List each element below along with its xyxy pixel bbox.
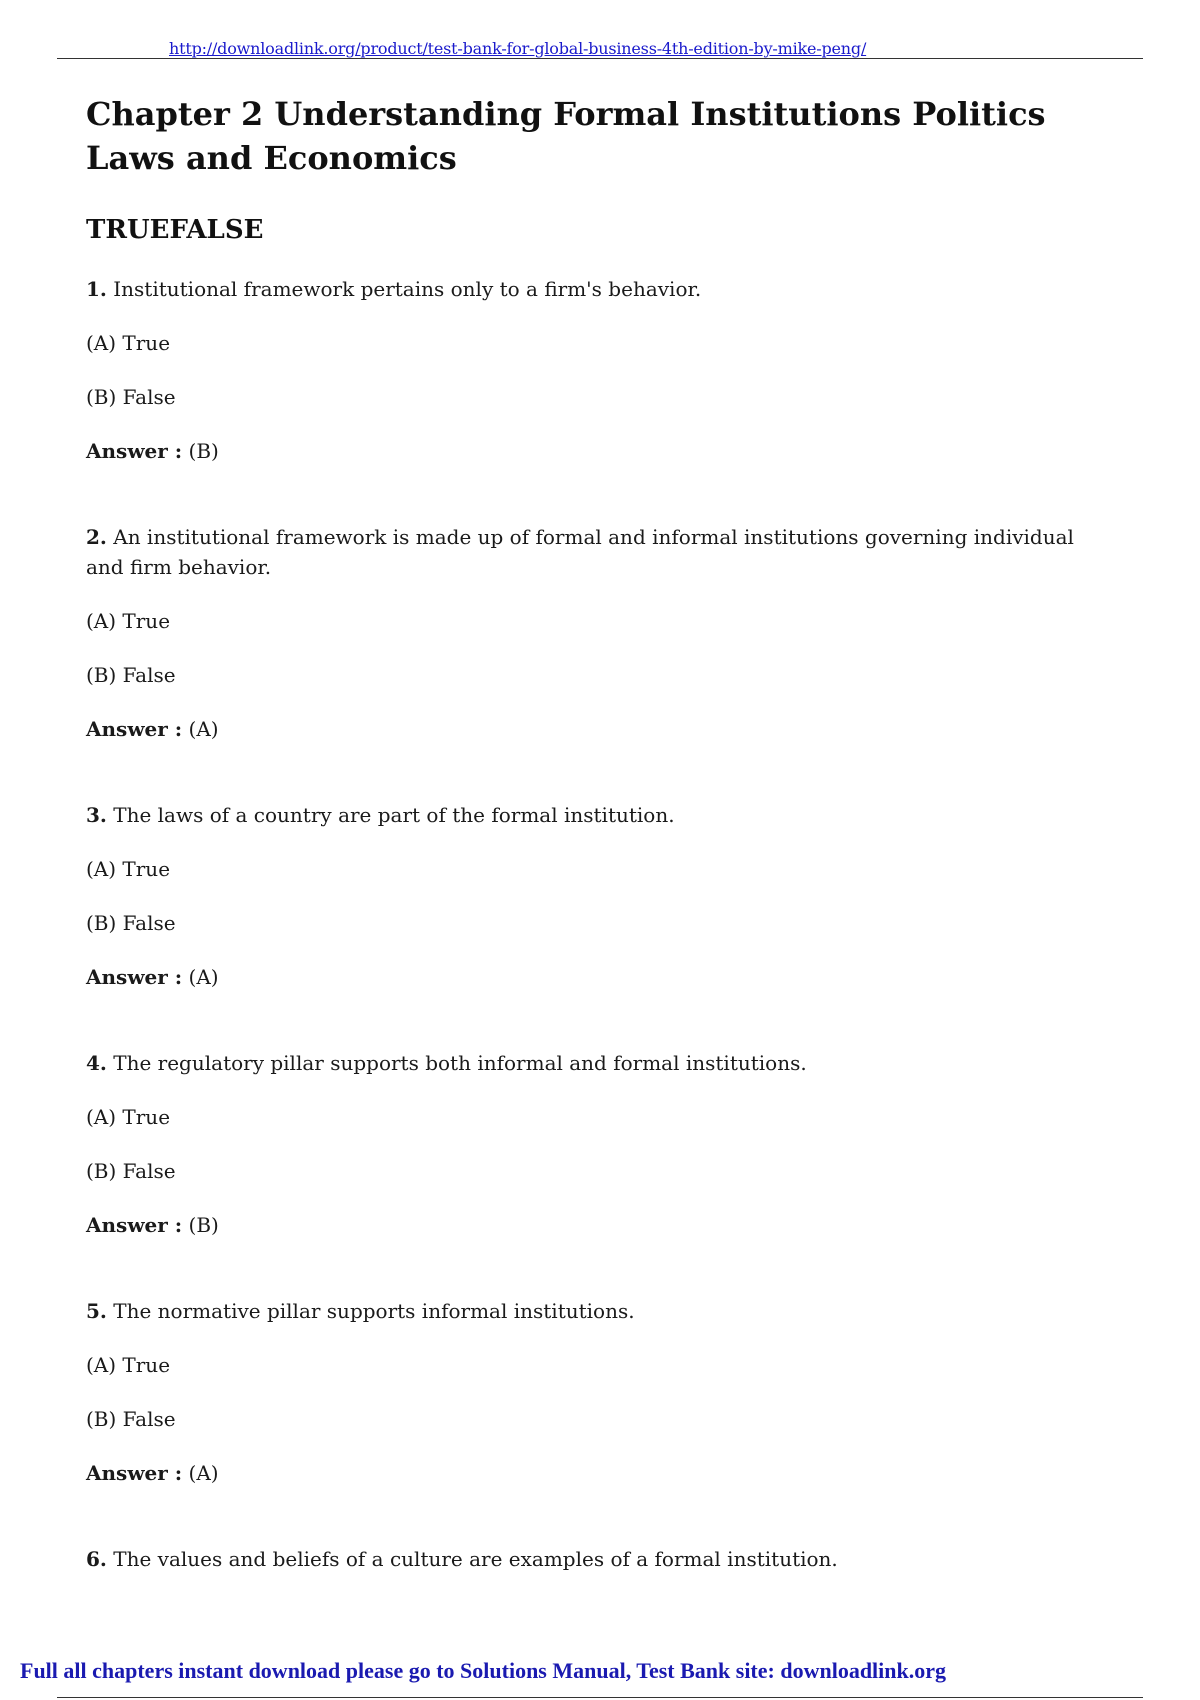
question-text — [86, 1296, 1096, 1326]
option-a: (A) True — [86, 1105, 171, 1129]
answer-line — [86, 436, 1096, 466]
question-number: 3. — [86, 803, 107, 827]
question-statement: The regulatory pillar supports both informal and formal institutions. — [113, 1051, 807, 1075]
answer-value: (A) — [188, 1461, 219, 1485]
answer-value: (B) — [188, 439, 219, 463]
question-number: 2. — [86, 525, 107, 549]
question-number: 1. — [86, 277, 107, 301]
answer-line — [86, 962, 1096, 992]
answer-label: Answer : — [86, 1213, 183, 1237]
question-text — [86, 522, 1096, 582]
question-statement: An institutional framework is made up of formal and informal institutions governing individual and firm behavior. — [86, 525, 1074, 579]
option-a: (A) True — [86, 857, 171, 881]
question-number: 5. — [86, 1299, 107, 1323]
header-product-link[interactable]: http://downloadlink.org/product/test-bank-for-global-business-4th-edition-by-mike-peng/ — [169, 39, 867, 58]
footer-download-notice: Full all chapters instant download please go to Solutions Manual, Test Bank site: downloadlink.org — [20, 1658, 947, 1683]
question-statement: The normative pillar supports informal institutions. — [113, 1299, 635, 1323]
footer-rule — [57, 1697, 1143, 1698]
header-link-row — [57, 38, 1143, 59]
question-text — [86, 1544, 1096, 1574]
header-dashed-rule — [57, 58, 169, 59]
question-statement: The values and beliefs of a culture are examples of a formal institution. — [113, 1547, 838, 1571]
question-number: 6. — [86, 1547, 107, 1571]
question-statement: The laws of a country are part of the formal institution. — [113, 803, 675, 827]
answer-label: Answer : — [86, 717, 183, 741]
answer-line — [86, 1210, 1096, 1240]
option-a: (A) True — [86, 609, 171, 633]
question-text — [86, 274, 1096, 304]
option-a: (A) True — [86, 331, 171, 355]
answer-label: Answer : — [86, 1461, 183, 1485]
question-1 — [86, 274, 1096, 466]
chapter-title: Chapter 2 Understanding Formal Institutions Politics Laws and Economics — [86, 95, 1046, 177]
answer-label: Answer : — [86, 439, 183, 463]
question-number: 4. — [86, 1051, 107, 1075]
question-2 — [86, 522, 1096, 744]
answer-line — [86, 1458, 1096, 1488]
answer-label: Answer : — [86, 965, 183, 989]
question-6 — [86, 1544, 1096, 1574]
question-4 — [86, 1048, 1096, 1240]
question-text — [86, 800, 1096, 830]
answer-value: (B) — [188, 1213, 219, 1237]
question-5 — [86, 1296, 1096, 1488]
option-a: (A) True — [86, 1353, 171, 1377]
answer-line — [86, 714, 1096, 744]
answer-value: (A) — [188, 717, 219, 741]
option-b: (B) False — [86, 1407, 176, 1431]
section-title: TRUEFALSE — [86, 215, 264, 245]
answer-value: (A) — [188, 965, 219, 989]
question-text — [86, 1048, 1096, 1078]
document-body — [86, 92, 1096, 1630]
option-b: (B) False — [86, 385, 176, 409]
option-b: (B) False — [86, 911, 176, 935]
question-statement: Institutional framework pertains only to a firm's behavior. — [113, 277, 702, 301]
option-b: (B) False — [86, 1159, 176, 1183]
option-b: (B) False — [86, 663, 176, 687]
question-3 — [86, 800, 1096, 992]
